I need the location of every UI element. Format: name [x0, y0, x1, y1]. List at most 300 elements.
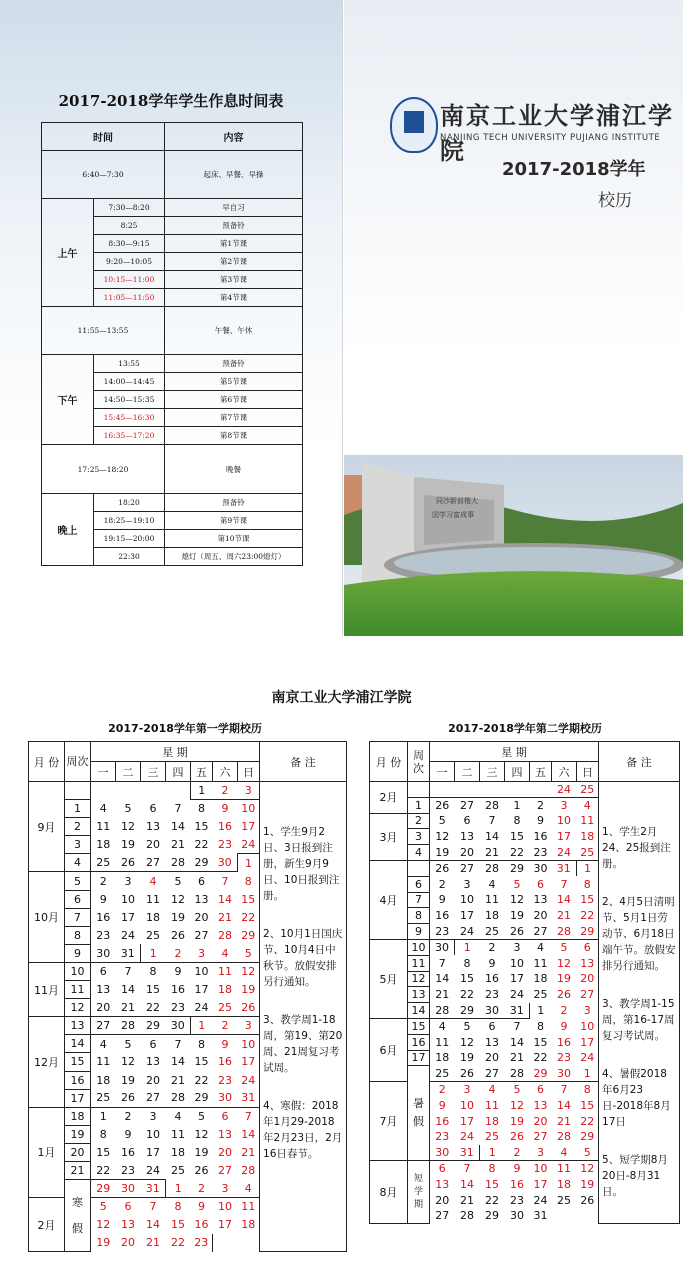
calendar-day: 8 [174, 1200, 182, 1214]
calendar-day: 1 [577, 860, 599, 876]
calendar-day: 21 [171, 1073, 185, 1087]
calendar-day: 1 [99, 1109, 107, 1123]
week-header: 周次 [65, 742, 91, 782]
week-label: 短学期 [408, 1161, 430, 1224]
calendar-day: 17 [241, 820, 256, 834]
week-number: 20 [65, 1143, 91, 1161]
calendar-day: 12 [238, 962, 260, 980]
calendar-day: 11 [96, 820, 111, 834]
calendar-day: 25 [96, 856, 111, 870]
calendar-day: 12 [121, 1055, 135, 1069]
calendar-day: 9 [513, 1162, 521, 1176]
calendar-day: 5 [244, 946, 252, 960]
calendar-day: 27 [218, 1164, 232, 1178]
week-number: 12 [65, 999, 91, 1017]
calendar-day: 15 [194, 820, 209, 834]
week-number: 17 [408, 1050, 430, 1066]
calendar-day: 7 [438, 956, 446, 970]
calendar-day: 3 [213, 1180, 238, 1198]
calendar-day: 27 [480, 1066, 505, 1082]
calendar-day: 26 [557, 988, 571, 1002]
calendar-day: 22 [580, 909, 595, 923]
calendar-day: 10 [191, 962, 213, 980]
calendar-day: 31 [556, 862, 571, 876]
calendar-day: 23 [557, 1051, 571, 1065]
calendar-day: 15 [194, 1055, 209, 1069]
calendar-day: 28 [241, 1164, 256, 1178]
calendar-day: 6 [488, 1020, 496, 1034]
school-name-cn: 南京工业大学浦江学院 [440, 101, 674, 165]
calendar-day: 10 [580, 1019, 595, 1033]
calendar-day: 5 [166, 872, 191, 890]
calendar-day: 6 [537, 877, 544, 891]
calendar-day: 2 [438, 877, 446, 891]
calendar-day: 9 [221, 802, 229, 816]
month-header: 月 份 [370, 742, 408, 782]
cover-subtitle: 校历 [598, 191, 632, 211]
calendar-day: 19 [121, 1073, 135, 1087]
calendar-day: 7 [560, 877, 568, 891]
calendar-day: 4 [99, 1037, 107, 1051]
calendar-day: 9 [99, 892, 107, 906]
calendar-day: 21 [435, 988, 450, 1002]
calendar-day: 16 [533, 830, 548, 844]
month-header: 月 份 [29, 742, 65, 782]
calendar-day: 7 [213, 872, 238, 890]
table-row: 第2节课 [165, 253, 303, 271]
calendar-day [91, 782, 116, 800]
calendar-day: 20 [533, 1114, 548, 1128]
weekday-3: 三 [480, 762, 505, 782]
calendar-day: 24 [460, 1130, 474, 1144]
note-item: 3、教学周1-18周，第19、第20周、21周复习考试周。 [263, 1014, 343, 1074]
month-label: 2月 [370, 782, 408, 814]
calendar-day: 17 [241, 1055, 256, 1069]
calendar-day: 4 [552, 1145, 577, 1161]
month-label: 8月 [370, 1161, 408, 1224]
calendar-day: 7 [463, 1162, 471, 1176]
note-item: 1、学生9月2日、3日报到注册，新生9月9日、10日报到注册。 [263, 826, 340, 902]
calendar-day: 3 [238, 782, 260, 800]
calendar-day: 11 [580, 814, 595, 828]
calendar-day [480, 782, 505, 798]
calendar-day: 21 [171, 838, 185, 852]
calendar-day: 11 [557, 1162, 571, 1176]
calendar-day: 22 [485, 1193, 499, 1207]
calendar-day: 4 [238, 1180, 260, 1198]
calendar-day: 25 [213, 999, 238, 1017]
calendar-day: 21 [557, 1114, 571, 1128]
table-row: 第1节课 [165, 235, 303, 253]
calendar-day: 6 [149, 1037, 157, 1051]
calendar-day: 15 [96, 1145, 111, 1159]
week-label: 暑假 [408, 1066, 430, 1161]
calendar-day: 9 [537, 814, 544, 828]
calendar-day: 12 [510, 1098, 524, 1112]
calendar-day: 5 [463, 1020, 471, 1034]
calendar-day: 15 [171, 1218, 185, 1232]
sem1-title: 2017-2018学年第一学期校历 [108, 722, 262, 735]
calendar-day: 22 [580, 1114, 595, 1128]
calendar-day: 9 [166, 962, 191, 980]
calendar-day: 17 [533, 1177, 548, 1191]
calendar-day: 29 [485, 1209, 499, 1223]
calendar-day: 3 [198, 946, 205, 960]
calendar-day: 26 [505, 924, 530, 940]
calendar-day: 7 [488, 814, 496, 828]
calendar-day: 13 [533, 893, 548, 907]
calendar-day: 22 [505, 845, 530, 861]
calendar-day: 30 [480, 1003, 505, 1019]
calendar-day: 20 [533, 909, 548, 923]
calendar-day: 6 [438, 1162, 446, 1176]
calendar-day: 5 [513, 1083, 521, 1097]
calendar-day: 10 [121, 892, 135, 906]
calendar-day: 20 [146, 838, 160, 852]
calendar-day: 4 [488, 1083, 496, 1097]
calendar-day: 30 [217, 856, 232, 870]
calendar-day: 29 [194, 856, 209, 870]
table-row: 8:30—9:15 [94, 235, 165, 253]
calendar-day: 22 [533, 1051, 548, 1065]
calendar-day [213, 1234, 238, 1252]
calendar-day: 18 [557, 1177, 571, 1191]
calendar-day: 15 [580, 893, 595, 907]
calendar-day: 21 [116, 999, 141, 1017]
calendar-day: 9 [124, 1127, 132, 1141]
calendar-day: 22 [141, 999, 166, 1017]
calendar-day: 18 [171, 1145, 185, 1159]
calendar-day: 2 [191, 1180, 213, 1198]
week-number: 4 [65, 854, 91, 872]
week-number: 7 [65, 908, 91, 926]
week-number: 11 [408, 955, 430, 971]
calendar-day: 12 [460, 1035, 474, 1049]
calendar-day: 22 [241, 910, 256, 924]
calendar-day: 12 [96, 1218, 111, 1232]
calendar-day: 28 [485, 862, 499, 876]
calendar-day: 11 [146, 892, 160, 906]
week-number: 6 [408, 876, 430, 892]
calendar-day: 13 [146, 1055, 160, 1069]
table-row: 第3节课 [165, 271, 303, 289]
month-label: 9月 [29, 782, 65, 872]
calendar-day: 18 [146, 910, 160, 924]
calendar-day: 20 [194, 910, 209, 924]
week-number: 12 [408, 971, 430, 987]
table-row: 9:20—10:05 [94, 253, 165, 271]
calendar-day: 24 [533, 1193, 548, 1207]
calendar-day: 26 [510, 1130, 524, 1144]
calendar-day: 19 [171, 910, 185, 924]
calendar-day: 10 [533, 1162, 548, 1176]
calendar-day: 11 [485, 893, 499, 907]
calendar-day: 10 [241, 802, 256, 816]
calendar-day: 7 [174, 802, 182, 816]
calendar-day: 7 [174, 1037, 182, 1051]
calendar-day: 2 [221, 1019, 229, 1033]
calendar-day: 6 [191, 872, 213, 890]
calendar-day [238, 1234, 260, 1252]
calendar-day [455, 782, 480, 798]
calendar-day: 2 [438, 1083, 446, 1097]
table-row: 18:20 [94, 494, 165, 512]
calendar-day: 10 [460, 1098, 474, 1112]
calendar-day: 23 [218, 1073, 232, 1087]
calendar-day: 1 [530, 1003, 552, 1019]
calendar-day: 26 [194, 1164, 209, 1178]
calendar-day: 4 [438, 1020, 446, 1034]
photo-sign-2: 囯学习富成事 [432, 511, 474, 519]
calendar-day: 9 [213, 1035, 238, 1053]
week-number: 2 [408, 813, 430, 829]
calendar-day: 29 [510, 862, 524, 876]
calendar-day: 5 [124, 802, 132, 816]
week-number: 19 [65, 1125, 91, 1143]
calendar-day: 12 [435, 830, 450, 844]
calendar-day: 23 [194, 1236, 209, 1250]
calendar-day: 27 [460, 862, 474, 876]
calendar-day: 8 [191, 1035, 213, 1053]
calendar-day: 30 [533, 862, 548, 876]
calendar-day: 23 [485, 988, 499, 1002]
calendar-day: 17 [146, 1145, 160, 1159]
calendar-day: 26 [116, 1089, 141, 1107]
calendar-day: 1 [238, 854, 260, 872]
weekday-4: 四 [166, 762, 191, 782]
calendar-day: 28 [485, 798, 499, 812]
period-morning: 上午 [42, 199, 94, 307]
calendar-day: 15 [146, 983, 160, 997]
calendar-day: 26 [435, 798, 450, 812]
table-row: 第8节课 [165, 427, 303, 445]
calendar-day: 8 [583, 877, 591, 891]
calendar-day: 17 [460, 909, 474, 923]
calendar-day: 23 [96, 928, 111, 942]
cover-panel [344, 0, 683, 636]
calendar-day: 24 [510, 988, 524, 1002]
calendar-day: 28 [557, 1130, 571, 1144]
calendar-day: 20 [218, 1145, 232, 1159]
week-label: 寒假 [65, 1180, 91, 1252]
week-number: 14 [408, 1003, 430, 1019]
calendar-day [505, 782, 530, 798]
week-number: 3 [65, 836, 91, 854]
calendar-day: 5 [198, 1109, 205, 1123]
calendar-day: 24 [552, 782, 577, 798]
table-row: 熄灯（周五、周六23:00熄灯） [165, 548, 303, 566]
schedule-header-time: 时间 [42, 123, 165, 151]
calendar-day: 24 [146, 1163, 160, 1177]
calendar-day: 10 [510, 956, 524, 970]
calendar-day: 25 [430, 1066, 455, 1082]
calendar-day: 31 [533, 1209, 548, 1223]
calendar-day: 27 [533, 1130, 548, 1144]
calendar-day: 5 [438, 814, 446, 828]
calendar-day: 9 [438, 893, 446, 907]
calendar-day: 30 [510, 1209, 524, 1223]
calendar-day: 24 [241, 1073, 256, 1087]
calendar-day: 3 [116, 872, 141, 890]
calendar-day: 3 [149, 1109, 157, 1123]
calendar-day: 15 [241, 892, 256, 906]
table-row: 第9节课 [165, 512, 303, 530]
calendar-day: 28 [460, 1209, 474, 1223]
month-label: 3月 [370, 813, 408, 860]
calendar-day: 12 [557, 956, 571, 970]
calendar-day: 13 [194, 892, 209, 906]
table-row: 15:45—16:30 [94, 409, 165, 427]
calendar-day: 15 [533, 1035, 548, 1049]
calendar-day: 28 [166, 1089, 191, 1107]
calendar-day: 13 [121, 1218, 135, 1232]
calendar-day: 23 [430, 924, 455, 940]
calendar-day: 20 [91, 999, 116, 1017]
calendar-day: 6 [463, 814, 471, 828]
calendar-day: 4 [99, 802, 107, 816]
note-item: 4、寒假：2018年1月29-2018年2月23日，2月16日春节。 [263, 1100, 343, 1160]
calendar-day: 21 [146, 1236, 160, 1250]
calendar-day: 7 [124, 965, 132, 979]
calendar-day: 7 [141, 1198, 166, 1216]
calendar-day: 14 [510, 1035, 524, 1049]
calendar-day: 16 [485, 972, 499, 986]
calendar-day: 12 [171, 892, 185, 906]
calendar-day: 29 [577, 924, 599, 940]
calendar-day: 14 [435, 972, 450, 986]
week-number: 14 [65, 1035, 91, 1053]
calendar-day: 16 [435, 909, 450, 923]
calendar-day: 18 [241, 1218, 256, 1232]
table-row: 第4节课 [165, 289, 303, 307]
month-label: 7月 [370, 1082, 408, 1161]
week-number [408, 860, 430, 876]
month-label: 4月 [370, 860, 408, 939]
weekday-header: 星 期 [430, 742, 599, 762]
calendar-day: 26 [580, 1193, 595, 1207]
calendar-day: 13 [460, 830, 474, 844]
week-number: 5 [65, 872, 91, 890]
week-number: 15 [65, 1053, 91, 1071]
calendar-day: 20 [146, 1073, 160, 1087]
schedule-table [41, 122, 303, 566]
month-label: 11月 [29, 962, 65, 1016]
calendar-day: 5 [124, 1037, 132, 1051]
table-row: 午餐、午休 [165, 307, 303, 355]
calendar-day: 30 [435, 941, 449, 955]
calendar-day: 22 [460, 988, 474, 1002]
calendar-day: 27 [146, 856, 160, 870]
calendar-day: 29 [91, 1180, 116, 1198]
calendar-day: 23 [435, 1130, 450, 1144]
note-item: 2、10月1日国庆节、10月4日中秋节。放假安排另行通知。 [263, 928, 343, 988]
week-number: 21 [65, 1161, 91, 1179]
calendar-day: 24 [455, 924, 480, 940]
calendar-day: 25 [557, 1193, 571, 1207]
weekday-7: 日 [577, 762, 599, 782]
calendar-day: 12 [194, 1127, 209, 1141]
calendar-day: 19 [510, 909, 524, 923]
calendar-day: 1 [577, 1066, 599, 1082]
calendar-day: 20 [485, 1051, 499, 1065]
calendar-day: 25 [171, 1164, 185, 1178]
calendar-day: 8 [141, 962, 166, 980]
calendar-day: 18 [96, 838, 111, 852]
calendar-day: 9 [560, 1019, 568, 1033]
calendar-day: 1 [480, 1145, 505, 1161]
table-row: 19:15—20:00 [94, 530, 165, 548]
calendar-day: 14 [171, 820, 185, 834]
calendar-day: 4 [141, 872, 166, 890]
calendar-day: 14 [241, 1127, 256, 1141]
month-label: 5月 [370, 939, 408, 1018]
calendar-day: 6 [583, 941, 591, 955]
calendar-day: 19 [194, 1145, 209, 1159]
calendar-day: 1 [141, 944, 166, 962]
calendar-day: 5 [513, 877, 521, 891]
calendar-day: 4 [583, 798, 591, 812]
calendar-day: 26 [171, 928, 185, 942]
weekday-6: 六 [213, 762, 238, 782]
calendar-day: 27 [141, 1089, 166, 1107]
calendar-day: 3 [560, 798, 568, 812]
school-logo-icon [390, 97, 438, 153]
calendar-day: 26 [455, 1066, 480, 1082]
calendar-day: 27 [460, 798, 474, 812]
calendar-day: 3 [513, 941, 521, 955]
calendar-day: 24 [552, 845, 577, 861]
calendar-day: 17 [460, 1114, 474, 1128]
week-number: 15 [408, 1018, 430, 1034]
calendar-day: 18 [485, 909, 499, 923]
month-label: 12月 [29, 1017, 65, 1107]
week-number: 9 [65, 944, 91, 962]
school-name-en: NANJING TECH UNIVERSITY PUJIANG INSTITUTE [440, 133, 661, 143]
calendar-day: 5 [91, 1198, 116, 1216]
schedule-header-content: 内容 [165, 123, 303, 151]
calendar-day: 29 [191, 1089, 213, 1107]
calendar-day: 25 [91, 1089, 116, 1107]
calendar-day: 23 [530, 845, 552, 861]
calendar-day: 2 [537, 798, 544, 812]
calendar-day: 19 [580, 1177, 595, 1191]
schedule-panel [0, 0, 343, 636]
table-row: 7:30—8:20 [94, 199, 165, 217]
week-number: 8 [408, 908, 430, 924]
calendar-day: 11 [171, 1127, 185, 1141]
week-number: 13 [408, 987, 430, 1003]
calendar-day: 18 [218, 983, 232, 997]
calendar-day: 31 [455, 1145, 480, 1161]
calendar-day: 4 [488, 877, 496, 891]
calendar-day: 19 [430, 845, 455, 861]
calendar-day: 20 [121, 1236, 135, 1250]
notes-cell [599, 782, 680, 1224]
calendar-day: 22 [96, 1163, 111, 1177]
table-row: 预备铃 [165, 355, 303, 373]
calendar-day: 8 [198, 802, 205, 816]
calendar-day [577, 1208, 599, 1224]
week-number: 16 [65, 1071, 91, 1089]
calendar-day: 19 [510, 1114, 524, 1128]
note-item: 5、短学期8月20日-8月31日。 [602, 1154, 668, 1198]
calendar-day [166, 782, 191, 800]
table-row: 16:35—17:20 [94, 427, 165, 445]
calendar-day: 3 [530, 1145, 552, 1161]
calendar-day: 15 [580, 1098, 595, 1112]
calendar-day: 6 [116, 1198, 141, 1216]
period-afternoon: 下午 [42, 355, 94, 445]
